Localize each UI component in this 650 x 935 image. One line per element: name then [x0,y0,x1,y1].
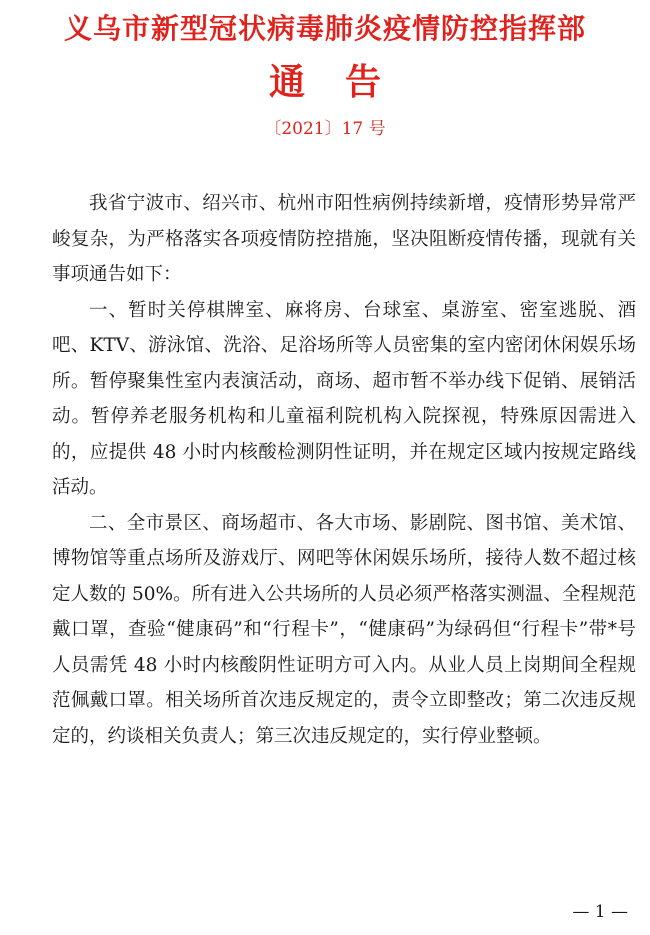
document-number: 〔2021〕17 号 [264,119,386,139]
intro-paragraph: 我省宁波市、绍兴市、杭州市阳性病例持续新增，疫情形势异常严峻复杂，为严格落实各项疫情防控措施，坚决阻断疫情传播，现就有关事项通告如下： [52,193,636,285]
page-number: — 1 — [572,902,628,922]
item-one-paragraph: 一、暂时关停棋牌室、麻将房、台球室、桌游室、密室逃脱、酒吧、KTV、游泳馆、洗浴、足浴场所等人员密集的室内密闭休闲娱乐场所。暂停聚集性室内表演活动，商场、超市暂不举办线下促销、展销活动。暂停养老服务机构和儿童福利院机构入院探视，特殊原因需进入的，应提供 48 小时内核酸检测阴性证明，并在规定区域内按规定路线活动。 [52,299,636,498]
notice-body [52,186,636,754]
item-two-paragraph: 二、全市景区、商场超市、各大市场、影剧院、图书馆、美术馆、博物馆等重点场所及游戏厅、网吧等休闲娱乐场所，接待人数不超过核定人数的 50%。所有进入公共场所的人员必须严格落实测温、全程规范戴口罩，查验“健康码”和“行程卡”，“健康码”为绿码但“行程卡”带*号人员需凭 48 小时内核酸阴性证明方可入内。从业人员上岗期间全程规范佩戴口罩。相关场所首次违反规定的，责令立即整改；第二次违反规定的，约谈相关负责人；第三次违反规定的，实行停业整顿。 [52,512,636,747]
issuer-title: 义乌市新型冠状病毒肺炎疫情防控指挥部 [63,12,586,45]
document-type-heading: 通告 [268,61,421,103]
